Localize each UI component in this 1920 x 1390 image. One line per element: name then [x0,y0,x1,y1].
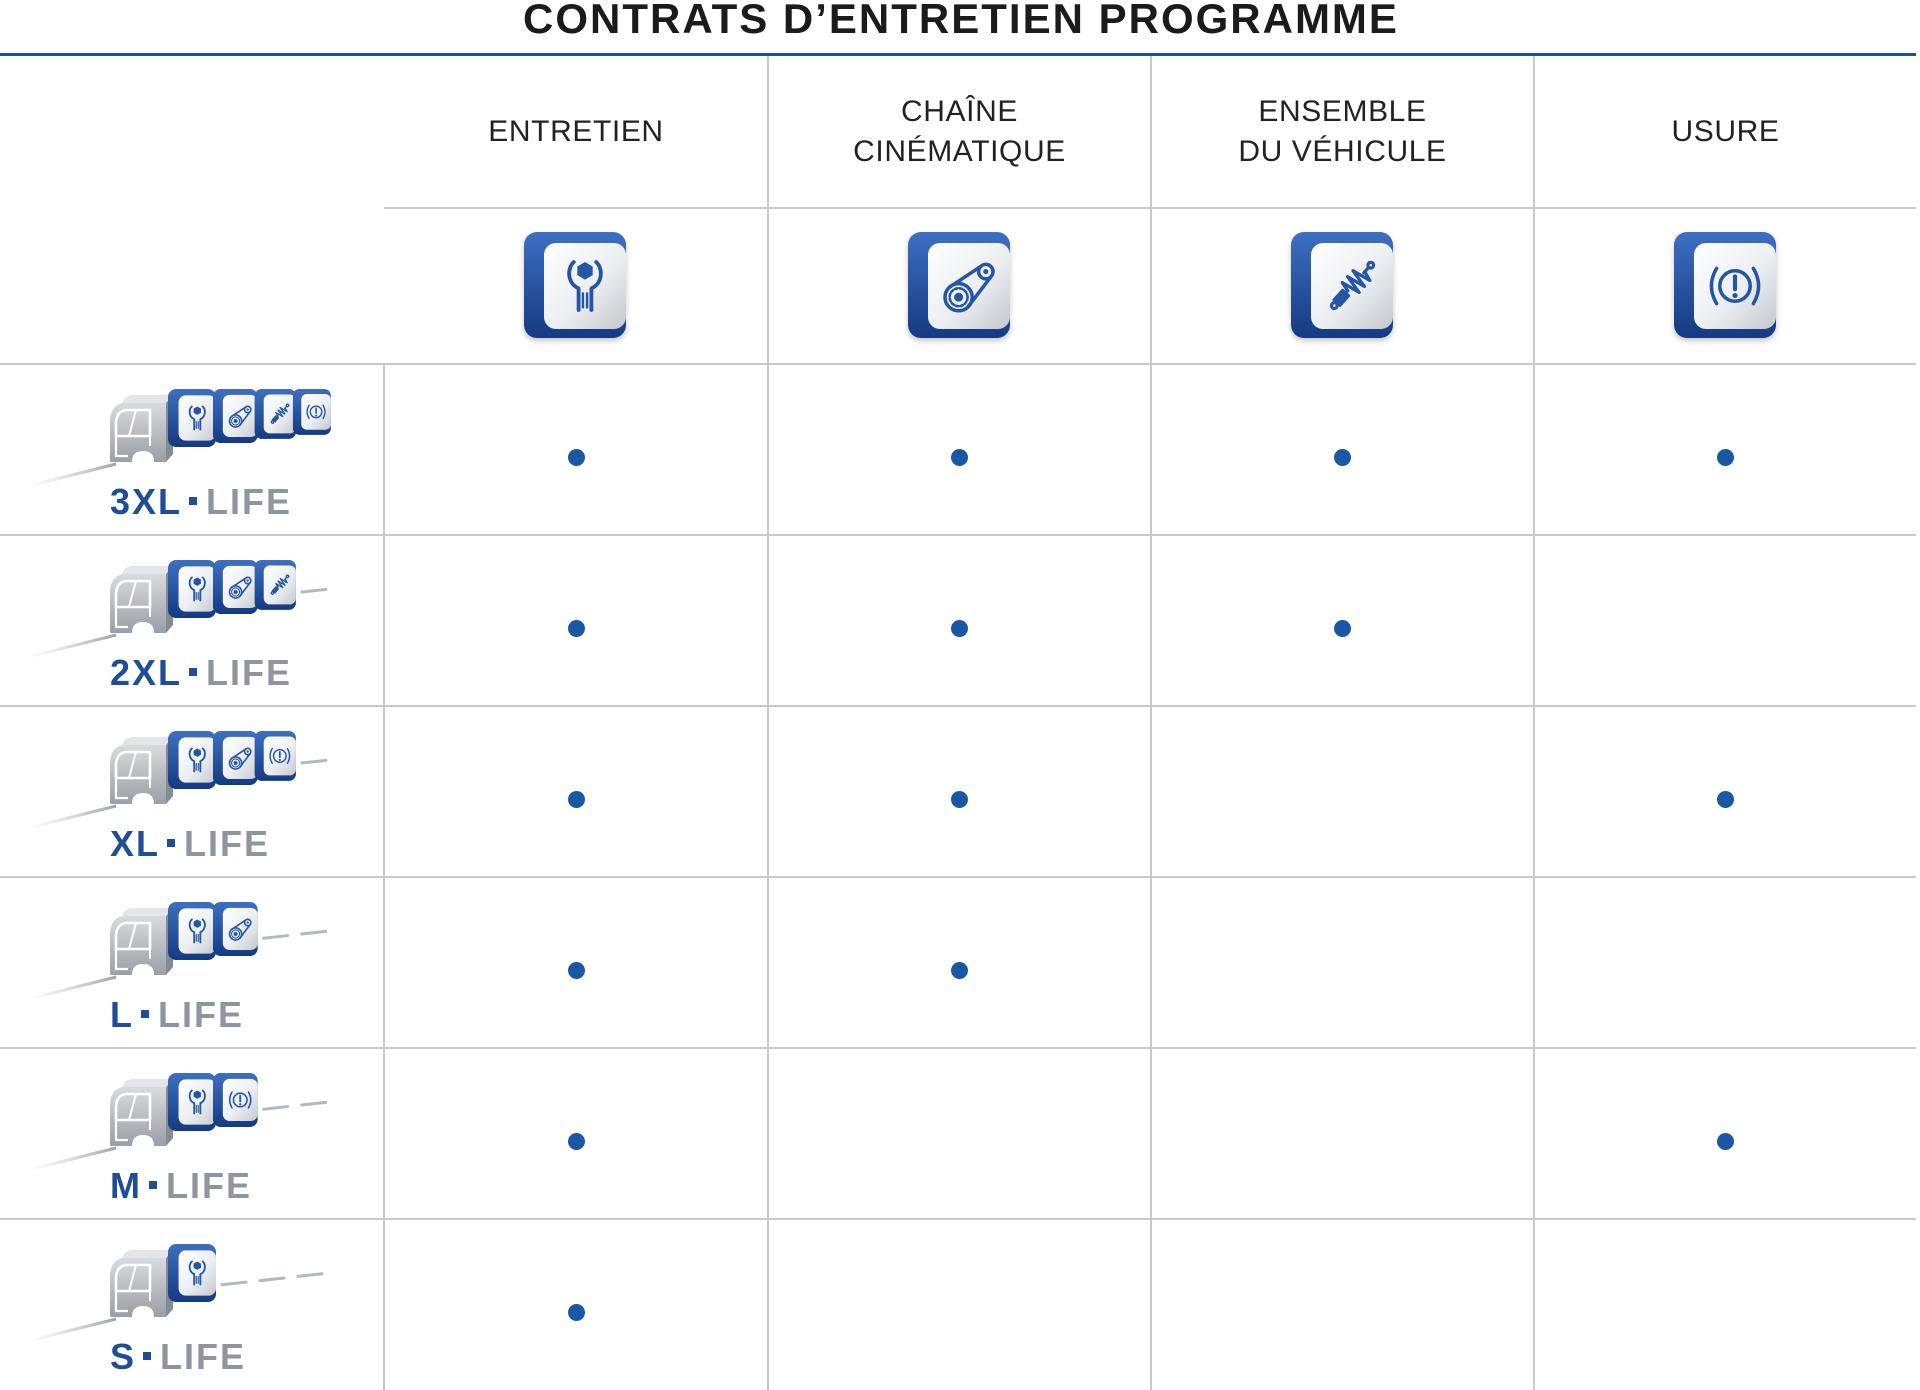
separator-square [167,839,175,847]
included-dot [1717,449,1734,466]
cell-usure [1535,1048,1916,1219]
speed-streak [28,806,116,828]
included-dot [951,791,968,808]
warning-icon [293,389,331,435]
warning-icon [1674,232,1778,340]
column-header-label: DU VÉHICULE [1238,134,1447,168]
module-icons [168,902,258,960]
separator-square [149,1181,157,1189]
included-dot [1717,1133,1734,1150]
column-header-label: ENSEMBLE [1258,94,1427,128]
wrench-icon [168,1073,216,1131]
cell-chaine-cinematique [769,364,1150,535]
speed-streak [28,1319,116,1341]
module-icons [168,389,331,447]
column-icon-cell [385,209,767,363]
cell-ensemble-vehicule [1152,877,1533,1048]
separator-square [143,1352,151,1360]
shock-absorber-icon [255,389,296,439]
module-icons [168,1073,258,1131]
cell-usure [1535,706,1916,877]
column-header-label: ENTRETIEN [488,114,664,148]
wrench-icon [168,1244,216,1302]
cell-chaine-cinematique [769,1048,1150,1219]
cell-entretien [385,1048,767,1219]
chain-drive-icon [213,389,258,443]
streak-dashes [302,589,326,592]
separator-square [141,1010,149,1018]
streak-dash [298,1274,322,1277]
streak-dash [302,931,326,934]
column-icon-cell [1535,209,1916,363]
cell-usure [1535,1219,1916,1390]
included-dot [1334,449,1351,466]
contract-row-xl [0,706,1920,877]
included-dot [568,620,585,637]
cell-chaine-cinematique [769,706,1150,877]
cube-face [179,908,216,953]
streak-dashes [302,760,326,763]
contract-row-s [0,1219,1920,1390]
included-dot [951,449,968,466]
wrench-icon [524,232,628,340]
included-dot [568,791,585,808]
column-icon-cell [1152,209,1533,363]
contract-name [110,481,293,522]
truck-icon [110,395,173,462]
truck-icon [110,1250,173,1317]
contract-suffix: LIFE [206,652,293,693]
contract-name [110,823,271,864]
chain-drive-icon [213,731,258,785]
included-dot [568,1304,585,1321]
wrench-icon [168,389,216,447]
cube-face [179,1079,216,1124]
shock-absorber-icon [255,560,296,610]
cell-chaine-cinematique [769,535,1150,706]
cell-entretien [385,364,767,535]
cell-usure [1535,535,1916,706]
streak-dash [264,936,288,939]
truck-icon [110,737,173,804]
contract-name [110,1336,247,1377]
cell-ensemble-vehicule [1152,535,1533,706]
cell-usure [1535,877,1916,1048]
cell-entretien [385,535,767,706]
contract-name [110,652,293,693]
column-header-ensemble-vehicule [1152,56,1533,207]
speed-streak [28,977,116,999]
chain-drive-icon [213,902,258,956]
shock-absorber-icon [1291,232,1395,340]
truck-icon [110,566,173,633]
streak-dash [302,760,326,763]
contract-size: M [110,1165,142,1206]
column-header-entretien [385,56,767,207]
contract-name [110,994,244,1035]
contract-suffix: LIFE [206,481,293,522]
speed-streak [28,1148,116,1170]
cell-ensemble-vehicule [1152,706,1533,877]
contract-size: 2XL [110,652,183,693]
included-dot [951,620,968,637]
contract-row-m [0,1048,1920,1219]
contract-row-l [0,877,1920,1048]
cell-entretien [385,1219,767,1390]
separator-square [189,497,197,505]
contract-suffix: LIFE [166,1165,252,1206]
contract-suffix: LIFE [160,1336,247,1377]
column-header-chaine-cinematique [769,56,1150,207]
contract-suffix: LIFE [184,823,271,864]
cell-entretien [385,706,767,877]
contract-size: S [110,1336,137,1377]
contract-row-3xl [0,364,1920,535]
cube-face [264,394,296,433]
wrench-icon [168,731,216,789]
streak-dash [222,1282,246,1285]
cube-face [264,565,296,604]
streak-dashes [264,931,326,938]
truck-icon [110,908,173,975]
cell-usure [1535,364,1916,535]
wrench-icon [168,902,216,960]
column-icon-cell [769,209,1150,363]
included-dot [568,1133,585,1150]
contract-size: L [110,994,134,1035]
column-header-label: USURE [1671,114,1780,148]
streak-dashes [222,1274,322,1285]
warning-icon [255,731,296,781]
cell-entretien [385,877,767,1048]
page-title: CONTRATS D’ENTRETIEN PROGRAMME [523,0,1399,42]
cube-face [179,737,216,782]
contract-name [110,1165,252,1206]
included-dot [568,962,585,979]
streak-dash [302,589,326,592]
speed-streak [28,635,116,657]
streak-dashes [264,1102,326,1109]
cell-ensemble-vehicule [1152,1048,1533,1219]
column-header-label: CHAÎNE [901,94,1018,128]
cell-ensemble-vehicule [1152,364,1533,535]
cube-face [179,566,216,611]
contract-size: XL [110,823,161,864]
column-header-usure [1535,56,1916,207]
chain-drive-icon [213,560,258,614]
cube-face [179,395,216,440]
included-dot [568,449,585,466]
cell-ensemble-vehicule [1152,1219,1533,1390]
streak-dash [260,1278,284,1281]
cell-chaine-cinematique [769,877,1150,1048]
chain-drive-icon [908,232,1012,340]
streak-dash [264,1107,288,1110]
included-dot [951,962,968,979]
separator-square [189,668,197,676]
included-dot [1717,791,1734,808]
contract-size: 3XL [110,481,183,522]
warning-icon [213,1073,258,1127]
included-dot [1334,620,1351,637]
cube-face [179,1250,216,1295]
column-header-label: CINÉMATIQUE [853,134,1066,168]
speed-streak [28,464,116,486]
truck-icon [110,1079,173,1146]
module-icons [168,1244,216,1302]
module-icons [168,731,296,789]
streak-dash [302,1102,326,1105]
contract-suffix: LIFE [158,994,244,1035]
wrench-icon [168,560,216,618]
cell-chaine-cinematique [769,1219,1150,1390]
contract-row-2xl [0,535,1920,706]
module-icons [168,560,296,618]
